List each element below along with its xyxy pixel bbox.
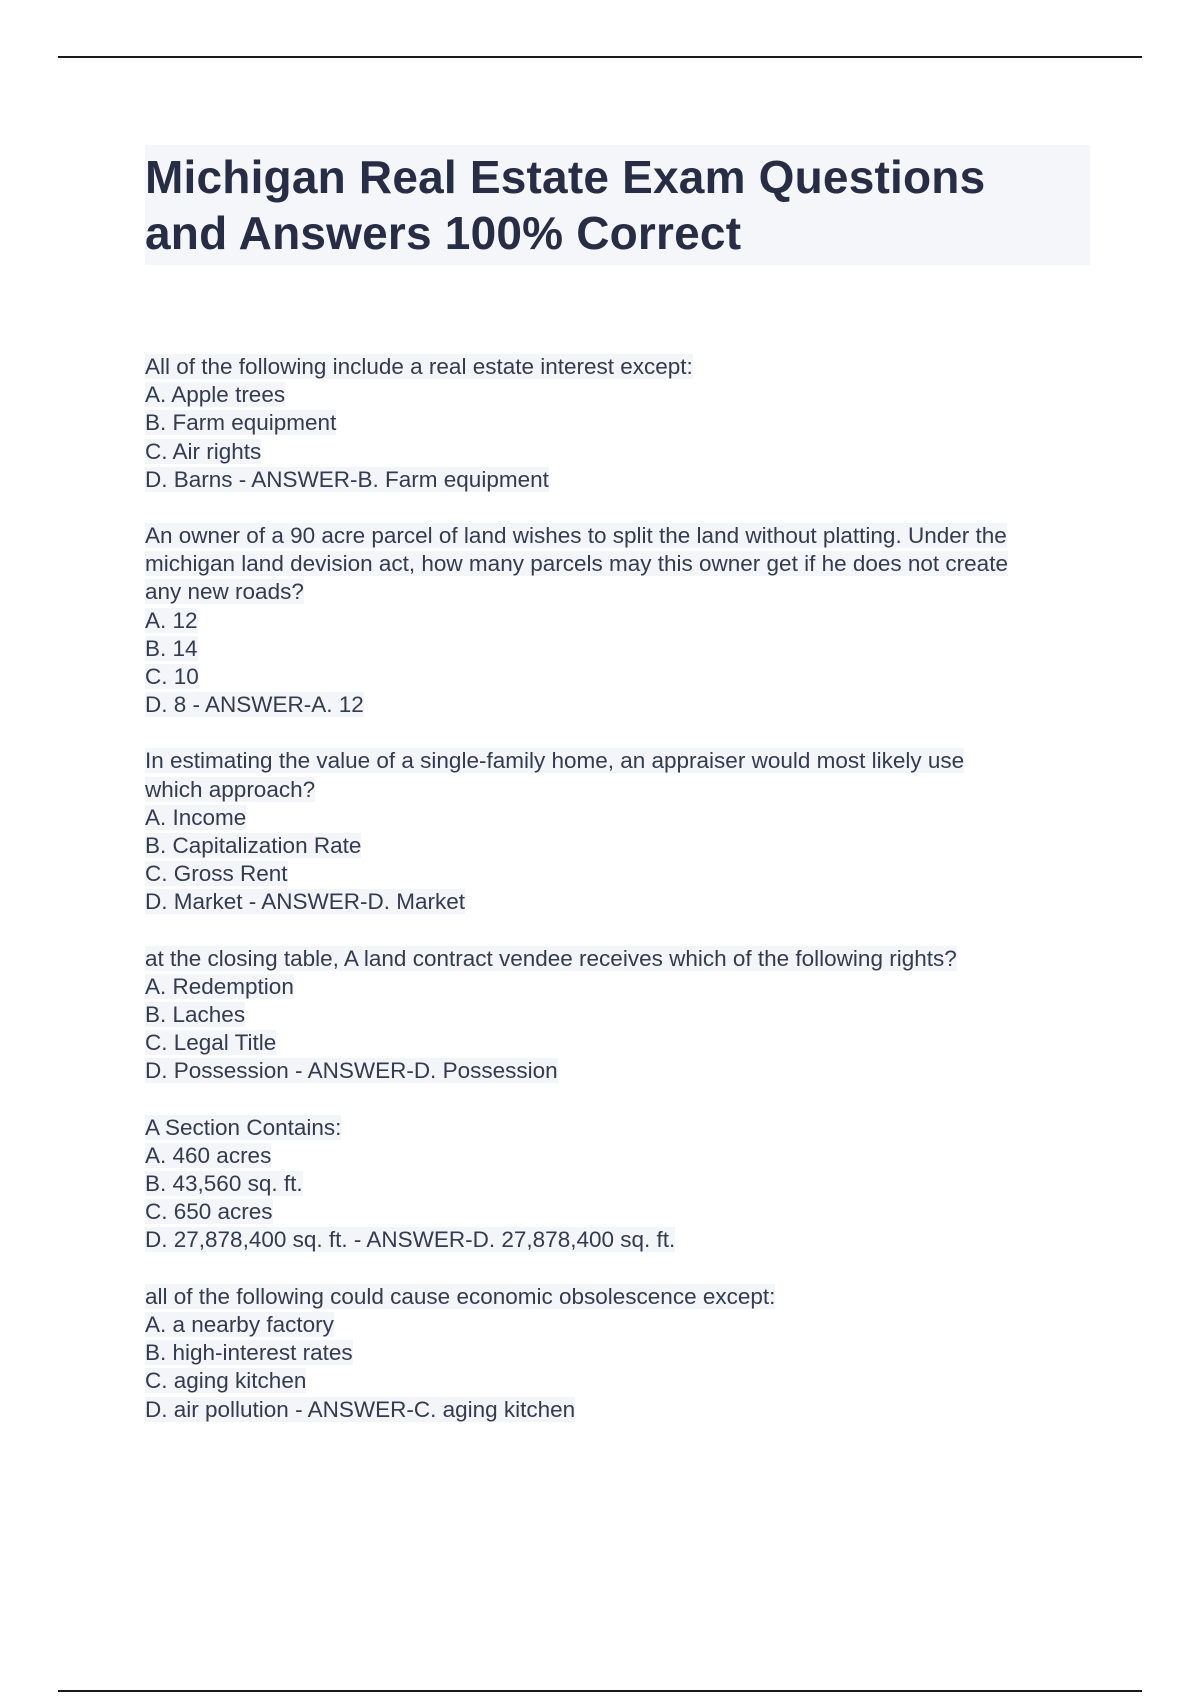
answer-option-content: which approach? bbox=[145, 776, 316, 802]
answer-option-content: B. 43,560 sq. ft. bbox=[145, 1171, 303, 1197]
question-text bbox=[145, 353, 1090, 381]
answer-option bbox=[145, 466, 1090, 494]
question-text-content: all of the following could cause economic obsolescence except: bbox=[145, 1283, 776, 1309]
question-text bbox=[145, 945, 1090, 973]
answer-option bbox=[145, 1198, 1090, 1226]
question-text-content: In estimating the value of a single-family home, an appraiser would most likely use bbox=[145, 748, 965, 774]
question-text-content: An owner of a 90 acre parcel of land wishes to split the land without platting. Under the bbox=[145, 523, 1007, 549]
answer-option bbox=[145, 1339, 1090, 1367]
answer-option bbox=[145, 550, 1090, 578]
answer-option-content: D. Barns - ANSWER-B. Farm equipment bbox=[145, 466, 549, 492]
answer-option-content: B. high-interest rates bbox=[145, 1340, 353, 1366]
answer-option bbox=[145, 804, 1090, 832]
answer-option bbox=[145, 973, 1090, 1001]
answer-option-content: C. Air rights bbox=[145, 438, 262, 464]
answer-option bbox=[145, 860, 1090, 888]
answer-option-content: any new roads? bbox=[145, 579, 304, 605]
question-block bbox=[145, 1114, 1090, 1255]
document-title bbox=[145, 145, 1090, 265]
answer-option bbox=[145, 691, 1090, 719]
answer-option bbox=[145, 1057, 1090, 1085]
document-body bbox=[145, 145, 1090, 1452]
answer-option bbox=[145, 1001, 1090, 1029]
answer-option-content: C. Legal Title bbox=[145, 1030, 277, 1056]
answer-option bbox=[145, 832, 1090, 860]
answer-option-content: D. air pollution - ANSWER-C. aging kitchen bbox=[145, 1396, 576, 1422]
answer-option-content: B. Farm equipment bbox=[145, 410, 337, 436]
answer-option-content: michigan land devision act, how many parcels may this owner get if he does not create bbox=[145, 551, 1008, 577]
question-block bbox=[145, 1283, 1090, 1424]
answer-option-content: D. 8 - ANSWER-A. 12 bbox=[145, 692, 364, 718]
answer-option-content: B. Laches bbox=[145, 1002, 246, 1028]
answer-option bbox=[145, 635, 1090, 663]
answer-option-content: C. Gross Rent bbox=[145, 861, 288, 887]
question-text bbox=[145, 1283, 1090, 1311]
answer-option-content: A. 460 acres bbox=[145, 1142, 272, 1168]
answer-option-content: C. 10 bbox=[145, 664, 199, 690]
answer-option-content: A. Apple trees bbox=[145, 382, 286, 408]
question-block bbox=[145, 353, 1090, 494]
question-text bbox=[145, 522, 1090, 550]
answer-option bbox=[145, 438, 1090, 466]
answer-option-content: D. Market - ANSWER-D. Market bbox=[145, 889, 466, 915]
top-rule bbox=[58, 56, 1142, 58]
question-list bbox=[145, 353, 1090, 1424]
question-text bbox=[145, 747, 1090, 775]
answer-option bbox=[145, 776, 1090, 804]
question-block bbox=[145, 945, 1090, 1086]
answer-option bbox=[145, 1142, 1090, 1170]
answer-option bbox=[145, 381, 1090, 409]
title-line-2: and Answers 100% Correct bbox=[145, 207, 742, 259]
answer-option bbox=[145, 663, 1090, 691]
question-block bbox=[145, 522, 1090, 719]
answer-option-content: C. 650 acres bbox=[145, 1199, 273, 1225]
answer-option bbox=[145, 1226, 1090, 1254]
answer-option bbox=[145, 1367, 1090, 1395]
answer-option bbox=[145, 1170, 1090, 1198]
bottom-rule bbox=[58, 1690, 1142, 1692]
answer-option bbox=[145, 1311, 1090, 1339]
answer-option-content: A. 12 bbox=[145, 607, 198, 633]
answer-option-content: D. 27,878,400 sq. ft. - ANSWER-D. 27,878,400 sq. ft. bbox=[145, 1227, 676, 1253]
title-line-1: Michigan Real Estate Exam Questions bbox=[145, 151, 986, 203]
answer-option bbox=[145, 607, 1090, 635]
question-block bbox=[145, 747, 1090, 916]
question-text-content: at the closing table, A land contract vendee receives which of the following rights? bbox=[145, 945, 957, 971]
answer-option-content: D. Possession - ANSWER-D. Possession bbox=[145, 1058, 558, 1084]
answer-option-content: B. Capitalization Rate bbox=[145, 833, 362, 859]
answer-option-content: A. Income bbox=[145, 804, 247, 830]
answer-option bbox=[145, 1029, 1090, 1057]
answer-option-content: A. a nearby factory bbox=[145, 1311, 334, 1337]
answer-option-content: A. Redemption bbox=[145, 973, 294, 999]
answer-option bbox=[145, 409, 1090, 437]
answer-option bbox=[145, 888, 1090, 916]
answer-option-content: B. 14 bbox=[145, 635, 198, 661]
answer-option-content: C. aging kitchen bbox=[145, 1368, 307, 1394]
question-text-content: All of the following include a real estate interest except: bbox=[145, 354, 693, 379]
answer-option bbox=[145, 1396, 1090, 1424]
answer-option bbox=[145, 578, 1090, 606]
question-text-content: A Section Contains: bbox=[145, 1114, 342, 1140]
question-text bbox=[145, 1114, 1090, 1142]
